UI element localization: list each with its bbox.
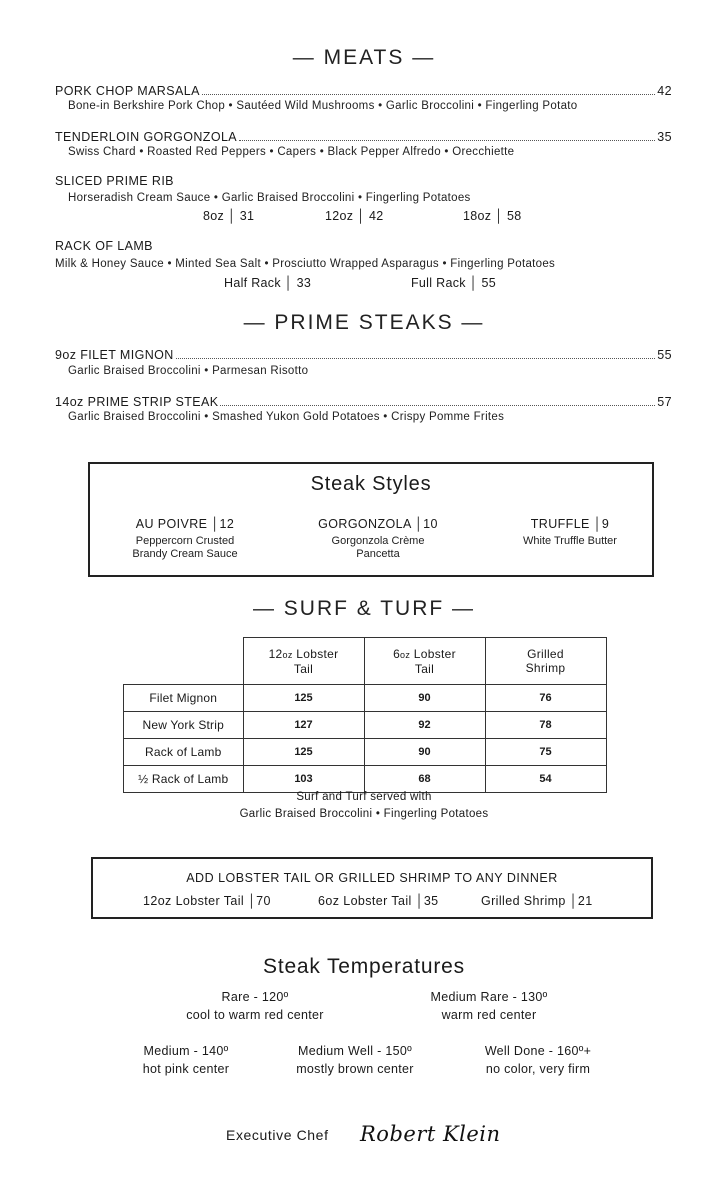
chef-signature [356, 1116, 516, 1152]
size-price: 12oz │ 42 [325, 209, 384, 223]
table-cell: 54 [485, 766, 606, 793]
row-header: Filet Mignon [124, 685, 244, 712]
row-header: ½ Rack of Lamb [124, 766, 244, 793]
meats-heading: — MEATS — [292, 46, 436, 69]
menu-item-rack-of-lamb: RACK OF LAMB [55, 239, 153, 253]
item-description: Horseradish Cream Sauce • Garlic Braised Broccolini • Fingerling Potatoes [68, 192, 471, 204]
steak-styles-box [88, 462, 654, 577]
table-cell: 76 [485, 685, 606, 712]
item-name: PORK CHOP MARSALA [55, 84, 200, 98]
chef-signature-text: Robert Klein [360, 1122, 501, 1146]
table-row [124, 712, 607, 739]
dot-leader [202, 94, 655, 95]
item-name: 14oz PRIME STRIP STEAK [55, 395, 219, 409]
temp-medium-rare: Medium Rare - 130º warm red center [430, 990, 548, 1022]
size-price: Full Rack │ 55 [411, 276, 496, 290]
table-cell: 68 [364, 766, 485, 793]
table-header-row [124, 638, 607, 685]
item-name: 9oz FILET MIGNON [55, 348, 174, 362]
temp-rare: Rare - 120º cool to warm red center [186, 990, 324, 1022]
table-cell: 90 [364, 739, 485, 766]
dot-leader [220, 405, 655, 406]
table-cell: 125 [243, 685, 364, 712]
temp-well-done: Well Done - 160º+ no color, very firm [484, 1044, 592, 1076]
addon-item: 6oz Lobster Tail │35 [318, 894, 439, 908]
addon-title: ADD LOBSTER TAIL OR GRILLED SHRIMP TO ANY DINNER [186, 871, 558, 885]
temp-medium-well: Medium Well - 150º mostly brown center [296, 1044, 414, 1076]
item-description: Bone-in Berkshire Pork Chop • Sautéed Wild Mushrooms • Garlic Broccolini • Fingerling Potato [68, 100, 578, 112]
table-row [124, 739, 607, 766]
surf-turf-note-2: Garlic Braised Broccolini • Fingerling Potatoes [239, 808, 489, 820]
item-price: 42 [657, 84, 672, 98]
item-price: 57 [657, 395, 672, 409]
style-gorgonzola: GORGONZOLA │10 Gorgonzola Crème Pancetta [318, 517, 438, 560]
table-cell: 127 [243, 712, 364, 739]
menu-item-pork-chop [55, 82, 672, 98]
item-description: Swiss Chard • Roasted Red Peppers • Capers • Black Pepper Alfredo • Orecchiette [68, 146, 515, 158]
table-cell: 78 [485, 712, 606, 739]
addon-box [91, 857, 653, 919]
surf-turf-table [123, 637, 607, 793]
item-name: TENDERLOIN GORGONZOLA [55, 130, 238, 144]
column-header: 12oz Lobster Tail [243, 638, 364, 685]
prime-steaks-heading: — PRIME STEAKS — [243, 311, 485, 334]
table-row [124, 685, 607, 712]
steak-styles-title: Steak Styles [310, 473, 432, 495]
item-price: 55 [657, 348, 672, 362]
style-truffle: TRUFFLE │9 White Truffle Butter [523, 517, 617, 547]
addon-item: 12oz Lobster Tail │70 [143, 894, 271, 908]
dot-leader [176, 358, 656, 359]
steak-temperatures-title: Steak Temperatures [263, 955, 465, 978]
style-au-poivre: AU POIVRE │12 Peppercorn Crusted Brandy Cream Sauce [132, 517, 238, 560]
item-price: 35 [657, 130, 672, 144]
table-cell: 125 [243, 739, 364, 766]
column-header: Grilled Shrimp [485, 638, 606, 685]
table-row [124, 766, 607, 793]
menu-item-tenderloin [55, 128, 672, 144]
size-price: 18oz │ 58 [463, 209, 522, 223]
menu-item-prime-strip [55, 393, 672, 409]
size-price: Half Rack │ 33 [224, 276, 312, 290]
item-description: Garlic Braised Broccolini • Parmesan Risotto [68, 365, 309, 377]
menu-item-prime-rib: SLICED PRIME RIB [55, 174, 174, 188]
surf-turf-note-1: Surf and Turf served with [296, 791, 432, 803]
table-cell: 92 [364, 712, 485, 739]
table-cell: 103 [243, 766, 364, 793]
table-cell: 90 [364, 685, 485, 712]
dot-leader [239, 140, 655, 141]
column-header: 6oz Lobster Tail [364, 638, 485, 685]
menu-item-filet-mignon [55, 346, 672, 362]
item-description: Garlic Braised Broccolini • Smashed Yukon Gold Potatoes • Crispy Pomme Frites [68, 411, 505, 423]
row-header: New York Strip [124, 712, 244, 739]
item-description: Milk & Honey Sauce • Minted Sea Salt • Prosciutto Wrapped Asparagus • Fingerling Potatoes [55, 258, 556, 270]
temp-medium: Medium - 140º hot pink center [142, 1044, 230, 1076]
executive-chef-label: Executive Chef [226, 1127, 329, 1143]
table-cell: 75 [485, 739, 606, 766]
row-header: Rack of Lamb [124, 739, 244, 766]
addon-item: Grilled Shrimp │21 [481, 894, 593, 908]
surf-turf-heading: — SURF & TURF — [252, 597, 476, 620]
size-price: 8oz │ 31 [203, 209, 255, 223]
